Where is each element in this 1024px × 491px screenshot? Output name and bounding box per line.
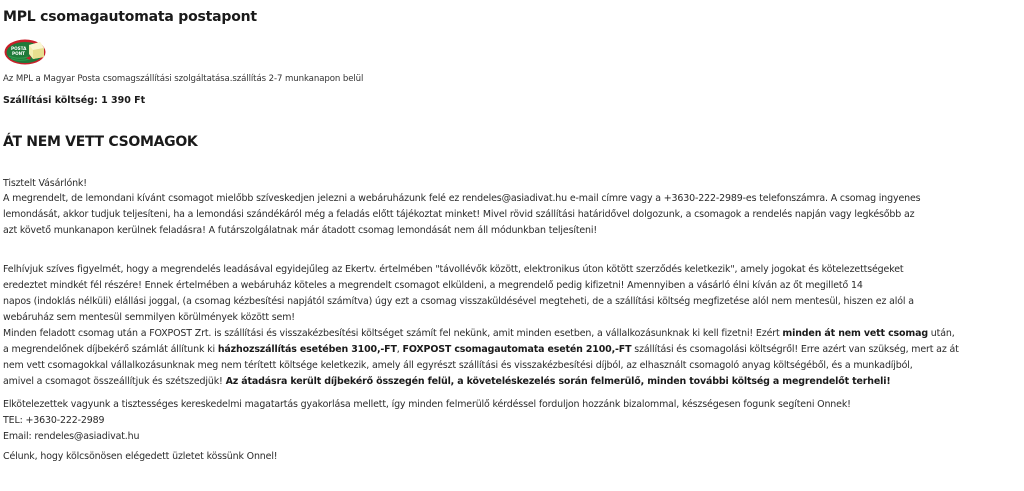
greeting-text: Tisztelt Vásárlónk! [3, 178, 87, 189]
closing-text: Célunk, hogy kölcsönösen elégedett üzletet kössünk Önnel! [3, 451, 278, 462]
bold-run: minden át nem vett csomag [782, 328, 928, 339]
paragraph-line: lemondását, akkor tudjuk teljesíteni, ha a lemondási szándékáról még a feladás előtt tájékoztat minket! Mivel rövid szállítási határidővel dolgozunk, a csomagok a rendelés napján vagy legkésőbb az [3, 209, 915, 220]
paragraph-line [3, 374, 1019, 390]
text-run: Minden feladott csomag után a FOXPOST Zrt. is szállítási és visszakézbesítési költséget számít fel nekünk, amit minden esetben, a vállalkozásunknak ki kell fizetni! Ezért [3, 328, 783, 339]
text-run: után, [927, 328, 955, 339]
paragraph-line [3, 342, 1019, 358]
paragraph-line: napos (indoklás nélküli) elállási joggal, (a csomag kézbesítési napjától számítva) úgy ezt a csomag visszaküldésével megteheti, de a szállítási költség megfizetése alól nem mentesül, hiszen ez alól a [3, 296, 914, 307]
paragraph-line: A megrendelt, de lemondani kívánt csomagot mielőbb szíveskedjen jelezni a webáruházunk felé ez rendeles@asiadivat.hu e-mail címre vagy a +3630-222-2989-es telefonszámra. A csomag ingyenes [3, 193, 921, 204]
bold-run: Az átadásra került díjbekérő összegén felül, a követeléskezelés során felmerülő, minden további költség a megrendelőt terheli! [225, 376, 891, 387]
text-run: amivel a csomagot összeállítjuk és szétszedjük! [3, 376, 226, 387]
contact-email: Email: rendeles@asiadivat.hu [3, 431, 140, 442]
paragraph-line: Elkötelezettek vagyunk a tisztességes kereskedelmi magatartás gyakorlása mellett, így minden felmerülő kérdéssel forduljon hozzánk bizalommal, készségesen fogunk segíteni Önnek! [3, 399, 851, 410]
text-run: szállítási és csomagolási költségről! Erre azért van szükség, mert az át [631, 344, 959, 355]
logo-text-posta: POSTA [11, 46, 27, 51]
contract-paragraph [3, 262, 1023, 326]
greeting [3, 176, 1023, 192]
shipping-cost [3, 95, 145, 106]
closing-paragraph [3, 449, 1023, 465]
locker-delivery-fee: FOXPOST csomagautomata esetén 2100,-FT [402, 344, 632, 355]
shipping-description: Az MPL a Magyar Posta csomagszállítási szolgáltatása.szállítás 2-7 munkanapon belül [3, 74, 364, 84]
paragraph-line: Felhívjuk szíves figyelmét, hogy a megrendelés leadásával egyidejűleg az Ekertv. értelmében "távollévők között, elektronikus úton kötött szerződés keletkezik", amely jogokat és kötelezettségeket [3, 264, 904, 275]
text-run: , [396, 344, 403, 355]
shipping-cost-label: Szállítási költség: [3, 95, 98, 106]
logo-text-pont: PONT [12, 51, 25, 56]
fees-paragraph [3, 326, 1023, 390]
shipping-cost-value: 1 390 Ft [101, 95, 146, 106]
paragraph-line: nem vett csomagokkal vállalkozásunknak meg nem térített költsége keletkezik, amely áll egyrészt szállítási és visszakézbesítési díjból, az elhasznált csomagoló anyag költségéből, és a munkadíjból, [3, 360, 913, 371]
section-title: ÁT NEM VETT CSOMAGOK [3, 134, 198, 150]
posta-pont-logo [4, 38, 48, 66]
paragraph-line [3, 326, 1019, 342]
contact-paragraph [3, 397, 1023, 445]
paragraph-line: webáruház sem mentesül semmilyen körülmények között sem! [3, 312, 295, 323]
contact-phone: TEL: +3630-222-2989 [3, 415, 105, 426]
cancellation-paragraph [3, 191, 1023, 239]
shipping-method-title: MPL csomagautomata postapont [3, 9, 257, 25]
home-delivery-fee: házhozszállítás esetében 3100,-FT [217, 344, 397, 355]
text-run: a megrendelőnek díjbekérő számlát állítunk ki [3, 344, 218, 355]
paragraph-line: eredeztet mindkét fél részére! Ennek értelmében a webáruház köteles a megrendelt csomagot elküldeni, a megrendelő pedig kifizetni! Amennyiben a vásárló élni kíván az őt megillető 14 [3, 280, 863, 291]
paragraph-line: azt követő munkanapon kerülnek feladásra! A futárszolgálatnak már átadott csomag lemondását nem áll módunkban teljesíteni! [3, 225, 598, 236]
posta-pont-logo-icon [4, 38, 48, 66]
